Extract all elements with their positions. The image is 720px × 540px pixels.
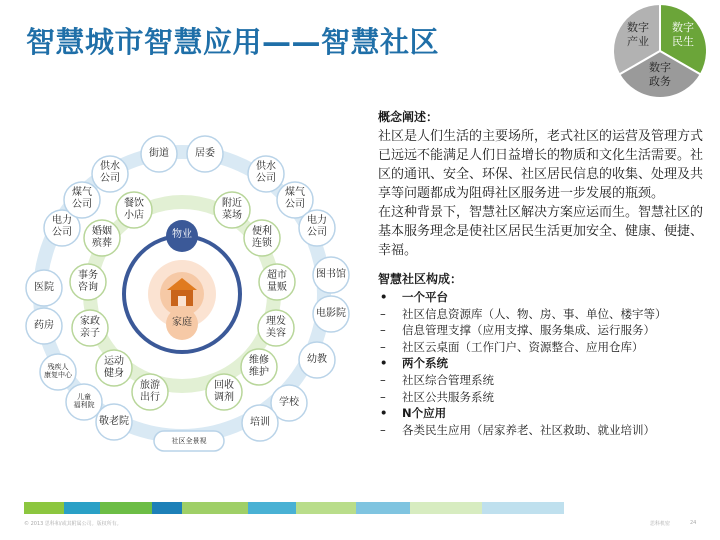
inner-node-label: 事务 咨询: [78, 270, 98, 293]
composition-sub-item: [378, 389, 708, 406]
footer-bar-segment: [296, 502, 356, 514]
community-diagram: [14, 122, 364, 466]
bullet-marker: •: [380, 356, 388, 371]
composition-sub-item: [378, 422, 708, 439]
outer-node-label: 电力 公司: [52, 215, 72, 238]
outer-node-label: 学校: [279, 396, 299, 408]
inner-node-label: 旅游 出行: [140, 380, 160, 403]
composition-item-text: N个应用: [402, 406, 447, 421]
bullet-marker: •: [380, 406, 388, 421]
pie-navigator: [611, 2, 709, 100]
inner-node-label: 回收 调剂: [214, 380, 234, 403]
composition-list: [378, 289, 708, 438]
footer-bar-segment: [100, 502, 152, 514]
footer-bar-segment: [64, 502, 100, 514]
inner-node-label: 便利 连锁: [252, 226, 272, 249]
inner-node-label: 家政 亲子: [80, 316, 100, 339]
concept-paragraph: 在这种背景下，智慧社区解决方案应运而生。智慧社区的基本服务理念是使社区居民生活更加安全、健康、便捷、幸福。: [378, 205, 704, 258]
pie-chart: [611, 2, 709, 100]
composition-item-text: 社区综合管理系统: [402, 372, 494, 387]
family-node-label: 家庭: [172, 317, 192, 328]
composition-bullet-item: [378, 355, 708, 372]
concept-paragraph: 社区是人们生活的主要场所，老式社区的运营及管理方式已远远不能满足人们日益增长的物质和文化生活需要。社区的通讯、安全、环保、社区居民信息的收集、处理及共享等问题都成为阻碍社区服务进一步发展的瓶颈。: [378, 129, 704, 201]
inner-node-label: 婚姻 殡葬: [92, 226, 112, 249]
outer-node-label: 儿童 福利院: [73, 393, 95, 410]
footer-color-bar: [24, 502, 564, 514]
composition-sub-item: [378, 372, 708, 389]
composition-sub-item: [378, 322, 708, 339]
inner-node-label: 维修 维护: [249, 355, 269, 378]
inner-node-label: 运动 健身: [104, 356, 124, 379]
composition-item-text: 各类民生应用（居家养老、社区救助、就业培训）: [402, 422, 655, 437]
composition-sub-item: [378, 339, 708, 356]
outer-node-label: 煤气 公司: [285, 187, 305, 210]
outer-node-label: 药房: [34, 319, 54, 331]
outer-node-label: 煤气 公司: [72, 187, 92, 210]
composition-item-text: 社区信息资源库（人、物、房、事、单位、楼宇等）: [402, 306, 667, 321]
footer-bar-segment: [248, 502, 296, 514]
outer-node-label: 居委: [195, 147, 215, 159]
pie-segment-label: 民生: [672, 35, 694, 48]
composition-item-text: 两个系统: [402, 356, 448, 371]
footer-bar-segment: [182, 502, 248, 514]
page-title: 智慧城市智慧应用——智慧社区: [26, 25, 440, 59]
composition-bullet-item: [378, 405, 708, 422]
outer-node-label: 培训: [250, 416, 270, 428]
footer-bar-segment: [482, 502, 564, 514]
property-node-label: 物业: [172, 229, 192, 240]
outer-node-label: 供水 公司: [100, 161, 120, 184]
footer-confidential: 思科机密: [650, 521, 671, 527]
footer-bar-segment: [410, 502, 482, 514]
footer-copyright: © 2013 思科和/或其附属公司。版权所有。: [24, 521, 122, 527]
pie-segment-label: 数字: [627, 21, 649, 34]
outer-node-label: 医院: [34, 281, 54, 293]
composition-item-text: 社区公共服务系统: [402, 389, 494, 404]
pie-segment-label: 数字: [649, 61, 671, 74]
inner-node-label: 超市 量贩: [267, 270, 287, 293]
dash-marker: –: [380, 422, 386, 437]
outer-node-label: 图书馆: [316, 268, 346, 280]
composition-bullet-item: [378, 289, 708, 306]
dash-marker: –: [380, 372, 386, 387]
outer-node-label: 街道: [149, 147, 169, 159]
text-panel: [378, 108, 708, 438]
dash-marker: –: [380, 306, 386, 321]
outer-node-label: 供水 公司: [256, 161, 276, 184]
composition-item-text: 信息管理支撑（应用支撑、服务集成、运行服务）: [402, 323, 655, 338]
dash-marker: –: [380, 339, 386, 354]
inner-node-label: 附近 菜场: [222, 198, 242, 221]
footer-bar-segment: [356, 502, 410, 514]
dash-marker: –: [380, 389, 386, 404]
outer-node-label: 电力 公司: [307, 215, 327, 238]
page-number: 24: [690, 520, 697, 526]
composition-sub-item: [378, 306, 708, 323]
pie-segment-label: 政务: [649, 75, 671, 88]
composition-item-text: 社区云桌面（工作门户、资源整合、应用仓库）: [402, 339, 644, 354]
bullet-marker: •: [380, 290, 388, 304]
concept-heading: 概念阐述：: [378, 110, 439, 124]
pie-segment-label: 数字: [672, 21, 694, 34]
outer-node-label: 幼教: [307, 353, 327, 365]
footer-bar-segment: [152, 502, 182, 514]
diagram-graphics: [14, 122, 364, 466]
outer-node-label: 敬老院: [99, 415, 129, 427]
inner-node-label: 理发 美容: [266, 316, 286, 339]
outer-node-label: 社区全景视: [171, 436, 207, 445]
dash-marker: –: [380, 323, 386, 338]
outer-node-label: 电影院: [316, 307, 346, 319]
outer-node-label: 残疾人 康复中心: [44, 363, 72, 380]
footer-bar-segment: [24, 502, 64, 514]
pie-segment-label: 产业: [627, 35, 649, 48]
inner-node-label: 餐饮 小店: [124, 198, 144, 221]
composition-item-text: 一个平台: [402, 290, 448, 304]
composition-heading: 智慧社区构成：: [378, 272, 463, 286]
